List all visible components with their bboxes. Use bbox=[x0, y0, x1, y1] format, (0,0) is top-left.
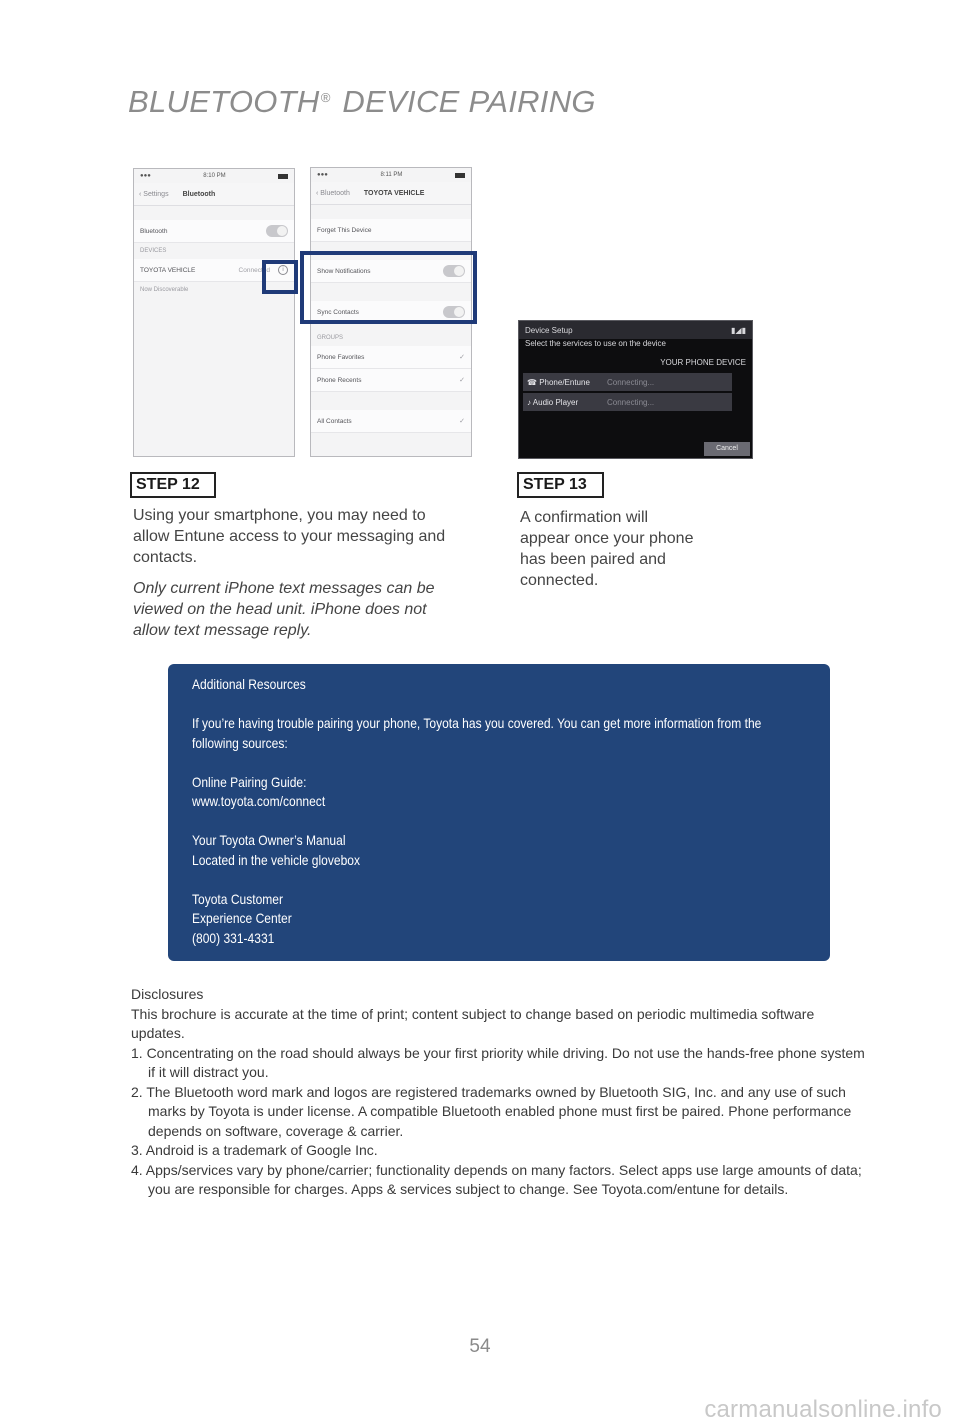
back-link: ‹ Bluetooth bbox=[316, 189, 350, 197]
page-title: BLUETOOTH® DEVICE PAIRING bbox=[128, 84, 596, 119]
bluetooth-toggle-row: Bluetooth bbox=[134, 220, 294, 243]
sync-contacts-row: Sync Contacts bbox=[311, 301, 471, 324]
head-unit-screenshot bbox=[518, 320, 753, 459]
highlight-toggles bbox=[300, 251, 477, 324]
check-icon: ✓ bbox=[459, 354, 465, 361]
devices-header: DEVICES bbox=[140, 248, 167, 254]
disclosure-item: 3. Android is a trademark of Google Inc. bbox=[131, 1142, 378, 1158]
resources-heading: Additional Resources bbox=[192, 676, 306, 692]
back-link: ‹ Settings bbox=[139, 190, 169, 198]
groups-header: GROUPS bbox=[317, 335, 344, 341]
cancel-button: Cancel bbox=[704, 442, 750, 456]
customer-center-label-2: Experience Center bbox=[192, 910, 292, 926]
unit-row-audio: ♪ Audio Player Connecting... bbox=[523, 393, 732, 411]
owners-manual-label: Your Toyota Owner’s Manual bbox=[192, 832, 346, 848]
battery-icon bbox=[278, 174, 288, 179]
disclosure-item: 4. Apps/services vary by phone/carrier; functionality depends on many factors. Select apps use large amounts of data; you are responsible for charges. Apps & services subject to change. See Toyota.com/entune for details. bbox=[131, 1161, 862, 1197]
check-icon: ✓ bbox=[459, 377, 465, 384]
toggle-icon bbox=[266, 225, 288, 237]
music-icon: ♪ Audio Player bbox=[527, 397, 579, 407]
phone-recents-row: Phone Recents ✓ bbox=[311, 369, 471, 392]
unit-header: Device Setup ▮◢▮ bbox=[519, 321, 752, 339]
signal-icon: ▮◢▮ bbox=[731, 325, 746, 335]
disclosures-intro: This brochure is accurate at the time of print; content subject to change based on periodic multimedia software updates. bbox=[131, 1005, 815, 1041]
status-bar: ●●● 8:11 PM bbox=[311, 168, 471, 182]
customer-center-label: Toyota Customer bbox=[192, 890, 284, 907]
customer-center-phone: (800) 331-4331 bbox=[192, 929, 275, 946]
disclosure-item: 1. Concentrating on the road should always be your first priority while driving. Do not use the hands-free phone system if it will distract you. bbox=[131, 1044, 865, 1080]
all-contacts-row: All Contacts ✓ bbox=[311, 410, 471, 433]
pairing-guide-label: Online Pairing Guide: bbox=[192, 773, 307, 790]
step-13-label: STEP 13 bbox=[517, 472, 604, 498]
pairing-guide-url[interactable]: www.toyota.com/connect bbox=[192, 793, 326, 809]
nav-bar: ‹ Settings Bluetooth bbox=[134, 183, 294, 206]
page-number: 54 bbox=[469, 1336, 491, 1357]
status-bar: ●●● 8:10 PM bbox=[134, 169, 294, 183]
device-row: TOYOTA VEHICLE Connected i bbox=[134, 259, 294, 282]
resources-intro: If you’re having trouble pairing your phone, Toyota has you covered. You can get more information from the following sources: bbox=[192, 715, 762, 751]
highlight-info-button bbox=[262, 260, 298, 294]
nav-bar: ‹ Bluetooth TOYOTA VEHICLE bbox=[311, 182, 471, 205]
battery-icon bbox=[455, 173, 465, 178]
unit-prompt: Select the services to use on the device YOUR PHONE DEVICE bbox=[525, 339, 746, 367]
check-icon: ✓ bbox=[459, 418, 465, 425]
step-12-label: STEP 12 bbox=[130, 472, 216, 498]
unit-row-phone: ☎ Phone/Entune Connecting... bbox=[523, 373, 732, 391]
disclosure-item: 2. The Bluetooth word mark and logos are registered trademarks owned by Bluetooth SIG, Inc. and any use of such marks by Toyota is under license. A compatible Bluetooth enabled phone must first be paired. Phone performance depends on software, coverage & carrier. bbox=[131, 1083, 852, 1139]
step-12-text: Using your smartphone, you may need to allow Entune access to your messaging and contacts. bbox=[133, 507, 446, 566]
owners-manual-location: Located in the vehicle glovebox bbox=[192, 851, 361, 868]
show-notifications-row: Show Notifications bbox=[311, 260, 471, 283]
forget-device-row: Forget This Device bbox=[311, 219, 471, 242]
watermark: carmanualsonline.info bbox=[704, 1396, 942, 1423]
info-icon: i bbox=[278, 265, 288, 275]
disclosures-heading: Disclosures bbox=[131, 986, 204, 1002]
discoverable-note: Now Discoverable bbox=[140, 287, 189, 293]
additional-resources-panel bbox=[168, 664, 830, 961]
phone-favorites-row: Phone Favorites ✓ bbox=[311, 346, 471, 369]
disclosures bbox=[131, 985, 866, 1200]
step-12-note: Only current iPhone text messages can be viewed on the head unit. iPhone does not allow text message reply. bbox=[133, 580, 435, 639]
phone-screenshot-bluetooth bbox=[133, 168, 295, 457]
step-13-text: A confirmation will appear once your phone has been paired and connected. bbox=[520, 509, 694, 589]
phone-icon: ☎ Phone/Entune bbox=[527, 377, 590, 387]
